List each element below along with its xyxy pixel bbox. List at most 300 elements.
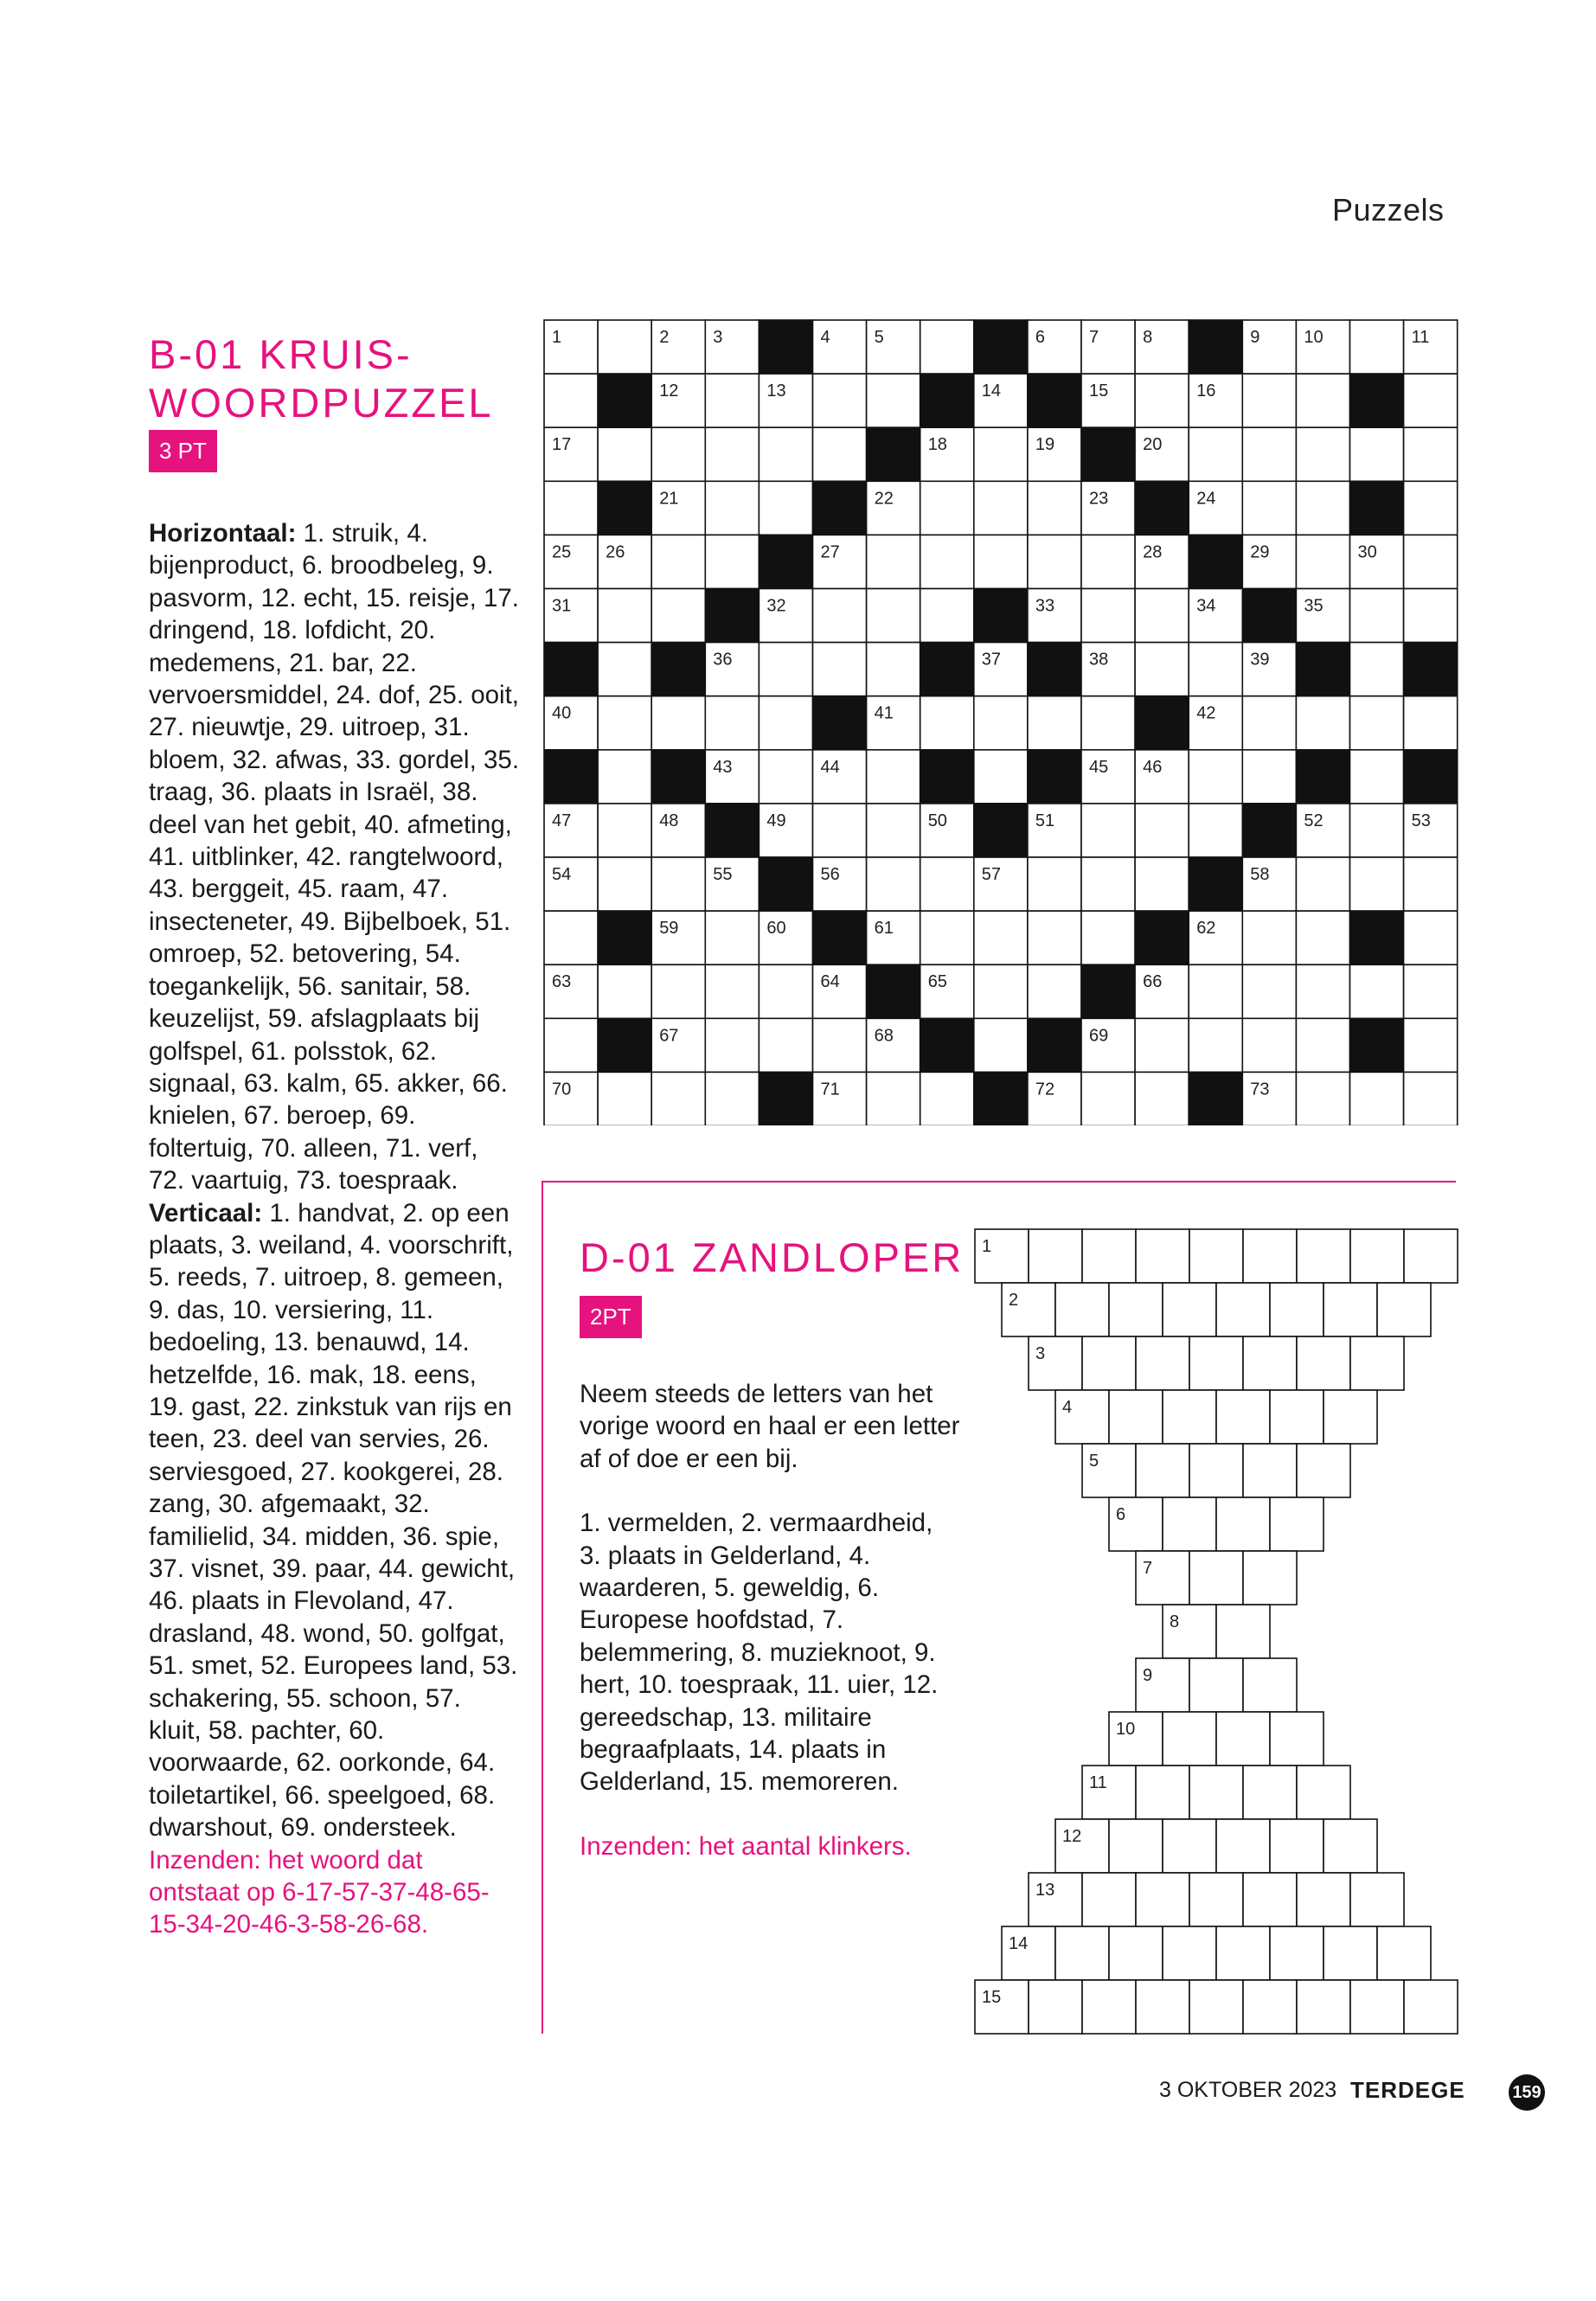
zandloper-cell[interactable] <box>1163 1712 1216 1766</box>
crossword-cell-number: 66 <box>1143 972 1163 992</box>
zandloper-intro: Neem steeds de letters van het vorige woord en haal er een letter af of doe er een bij. <box>580 1380 960 1473</box>
zandloper-cell[interactable] <box>1136 1444 1189 1497</box>
zandloper-cell[interactable] <box>1136 1336 1189 1390</box>
zandloper-title: D-01 ZANDLOPER <box>580 1234 965 1280</box>
crossword-cell-number: 47 <box>552 811 572 830</box>
horizontal-clue-text: 1. struik, 4. bijenproduct, 6. broodbeleg, 9. pasvorm, 12. echt, 15. reisje, 17. dringend, 18. lofdicht, 20. medemens, 21. bar, 22. vervoersmiddel, 24. dof, 25. ooit, 27. nieuwtje, 29. uitroep, 31. bloem, 32. afwas, 33. gordel, 35. traag, 36. plaats in Israël, 38. deel van het gebit, 40. afmeting, 41. uitblinker, 42. rangtelwoord, 43. berggeit, 45. raam, 47. insecteneter, 49. Bijbelboek, 51. omroep, 52. betovering, 54. toegankelijk, 56. sanitair, 58. keuzelijst, 59. afslagplaats bij golfspel, 61. polsstok, 62. signaal, 63. kalm, 65. akker, 66. knielen, 67. beroep, 69. foltertuig, 70. alleen, 71. verf, 72. vaartuig, 73. toespraak. <box>149 519 520 1195</box>
zandloper-cell[interactable] <box>1189 1766 1243 1819</box>
crossword-cell[interactable] <box>974 696 1028 750</box>
zandloper-cell[interactable] <box>1350 1229 1404 1283</box>
crossword-submit-instruction: Inzenden: het woord dat ontstaat op 6-17-57-37-48-65-15-34-20-46-3-58-26-68. <box>149 1845 490 1939</box>
zandloper-cell[interactable] <box>1324 1819 1377 1873</box>
crossword-black-cell <box>1028 643 1081 696</box>
crossword-cell[interactable] <box>1028 696 1081 750</box>
crossword-cell[interactable] <box>1081 1072 1135 1125</box>
vertical-clue-text: 1. handvat, 2. op een plaats, 3. weiland, 4. voorschrift, 5. reeds, 7. uitroep, 8. gemeen, 9. das, 10. versiering, 11. bedoeling, 13. benauwd, 14. hetzelfde, 16. mak, 18. eens, 19. gast, 22. zinkstuk van rijs en teen, 23. deel van servies, 26. serviesgoed, 27. kookgerei, 28. zang, 30. afgemaakt, 32. familielid, 34. midden, 36. spie, 37. visnet, 39. paar, 44. gewicht, 46. plaats in Flevoland, 47. drasland, 48. wond, 50. golfgat, 51. smet, 52. Europees land, 53. schakering, 55. schoon, 57. kluit, 58. pachter, 60. voorwaarde, 62. oorkonde, 64. toiletartikel, 66. speelgoed, 68. dwarshout, 69. ondersteek. <box>149 1198 518 1843</box>
crossword-cell[interactable] <box>1135 1018 1189 1072</box>
crossword-cell[interactable] <box>705 374 759 427</box>
zandloper-cell[interactable] <box>1029 1980 1082 2034</box>
crossword-black-cell <box>920 374 974 427</box>
zandloper-cell[interactable] <box>1163 1283 1216 1336</box>
crossword-cell[interactable] <box>598 804 651 857</box>
crossword-cell-number: 51 <box>1035 811 1055 830</box>
zandloper-cell[interactable] <box>1243 1658 1297 1712</box>
crossword-cell-number: 7 <box>1089 328 1099 347</box>
zandloper-cell[interactable] <box>1189 1873 1243 1926</box>
crossword-cell[interactable] <box>974 965 1028 1018</box>
section-label: Puzzels <box>1332 192 1445 228</box>
crossword-cell[interactable] <box>1404 911 1458 965</box>
crossword-cell[interactable] <box>1242 481 1296 535</box>
crossword-cell-number: 25 <box>552 542 572 562</box>
crossword-cell-number: 31 <box>552 596 572 616</box>
crossword-cell[interactable] <box>867 535 920 588</box>
crossword-cell[interactable] <box>759 696 812 750</box>
crossword-cell[interactable] <box>1028 481 1081 535</box>
zandloper-cell[interactable] <box>1216 1819 1270 1873</box>
crossword-cell[interactable] <box>1296 965 1349 1018</box>
crossword-cell[interactable] <box>651 857 705 911</box>
zandloper-cell[interactable] <box>1189 1229 1243 1283</box>
crossword-cell[interactable] <box>1189 965 1242 1018</box>
zandloper-cell[interactable] <box>1243 1336 1297 1390</box>
crossword-cell[interactable] <box>1242 911 1296 965</box>
crossword-black-cell <box>1350 481 1404 535</box>
crossword-cell[interactable] <box>1404 374 1458 427</box>
crossword-cell-number: 72 <box>1035 1080 1055 1099</box>
zandloper-cell[interactable] <box>1216 1712 1270 1766</box>
crossword-cell[interactable] <box>1404 535 1458 588</box>
crossword-cell[interactable] <box>705 1072 759 1125</box>
zandloper-row-number: 8 <box>1170 1612 1180 1631</box>
crossword-cell[interactable] <box>1296 911 1349 965</box>
zandloper-cell[interactable] <box>1350 1873 1404 1926</box>
crossword-cell[interactable] <box>1350 589 1404 643</box>
zandloper-cell[interactable] <box>1109 1390 1163 1444</box>
crossword-cell[interactable] <box>1028 857 1081 911</box>
zandloper-cell[interactable] <box>1082 1229 1136 1283</box>
zandloper-row-number: 5 <box>1089 1452 1099 1471</box>
crossword-cell-number: 27 <box>820 542 840 562</box>
crossword-points-badge: 3 PT <box>149 430 217 472</box>
zandloper-cell[interactable] <box>1243 1229 1297 1283</box>
zandloper-cell[interactable] <box>1055 1283 1109 1336</box>
crossword-cell[interactable] <box>813 427 867 481</box>
crossword-cell[interactable] <box>920 589 974 643</box>
crossword-cell-number: 67 <box>659 1026 679 1046</box>
zandloper-cell[interactable] <box>1270 1283 1324 1336</box>
crossword-cell[interactable] <box>1242 427 1296 481</box>
crossword-cell[interactable] <box>1242 374 1296 427</box>
crossword-cell-number: 43 <box>713 757 733 777</box>
crossword-cell[interactable] <box>1404 965 1458 1018</box>
zandloper-cell[interactable] <box>1324 1283 1377 1336</box>
crossword-cell[interactable] <box>1189 804 1242 857</box>
crossword-cell[interactable] <box>1350 320 1404 374</box>
crossword-cell[interactable] <box>598 589 651 643</box>
crossword-black-cell <box>974 320 1028 374</box>
zandloper-cell[interactable] <box>1216 1605 1270 1658</box>
crossword-cell[interactable] <box>1135 1072 1189 1125</box>
crossword-cell[interactable] <box>867 643 920 696</box>
crossword-cell[interactable] <box>920 857 974 911</box>
crossword-cell[interactable] <box>759 643 812 696</box>
crossword-cell-number: 73 <box>1250 1080 1270 1099</box>
crossword-cell[interactable] <box>651 589 705 643</box>
zandloper-submit-instruction: Inzenden: het aantal klinkers. <box>580 1831 912 1861</box>
zandloper-cell[interactable] <box>1324 1926 1377 1980</box>
crossword-cell[interactable] <box>974 427 1028 481</box>
crossword-cell[interactable] <box>759 750 812 804</box>
crossword-cell-number: 36 <box>713 650 733 670</box>
crossword-cell-number: 26 <box>606 542 625 562</box>
crossword-black-cell <box>974 804 1028 857</box>
crossword-cell[interactable] <box>598 427 651 481</box>
crossword-cell[interactable] <box>867 750 920 804</box>
crossword-black-cell <box>813 911 867 965</box>
crossword-cell[interactable] <box>1350 1072 1404 1125</box>
zandloper-cell[interactable] <box>1350 1336 1404 1390</box>
crossword-cell[interactable] <box>1135 857 1189 911</box>
crossword-cell[interactable] <box>1350 643 1404 696</box>
zandloper-cell[interactable] <box>1243 1873 1297 1926</box>
crossword-cell[interactable] <box>867 804 920 857</box>
crossword-black-cell <box>1189 320 1242 374</box>
crossword-cell[interactable] <box>651 965 705 1018</box>
zandloper-cell[interactable] <box>1189 1980 1243 2034</box>
crossword-cell[interactable] <box>598 1072 651 1125</box>
crossword-cell[interactable] <box>1242 750 1296 804</box>
crossword-cell[interactable] <box>705 481 759 535</box>
zandloper-cell[interactable] <box>1189 1336 1243 1390</box>
zandloper-cell[interactable] <box>1189 1658 1243 1712</box>
crossword-cell[interactable] <box>1081 857 1135 911</box>
crossword-black-cell <box>1189 857 1242 911</box>
zandloper-cell[interactable] <box>1216 1283 1270 1336</box>
crossword-cell[interactable] <box>1081 804 1135 857</box>
zandloper-cell[interactable] <box>1163 1390 1216 1444</box>
crossword-cell-number: 58 <box>1250 865 1270 884</box>
crossword-cell[interactable] <box>705 911 759 965</box>
crossword-cell[interactable] <box>1296 427 1349 481</box>
crossword-black-cell <box>1028 374 1081 427</box>
crossword-cell[interactable] <box>813 374 867 427</box>
crossword-black-cell <box>974 1072 1028 1125</box>
zandloper-cell[interactable] <box>1163 1926 1216 1980</box>
zandloper-cell[interactable] <box>1297 1229 1350 1283</box>
crossword-cell-number: 29 <box>1250 542 1270 562</box>
zandloper-cell[interactable] <box>1404 1980 1458 2034</box>
crossword-cell[interactable] <box>1135 804 1189 857</box>
zandloper-cell[interactable] <box>1029 1229 1082 1283</box>
zandloper-cell[interactable] <box>1082 1873 1136 1926</box>
crossword-cell-number: 24 <box>1196 489 1216 509</box>
crossword-cell[interactable] <box>813 804 867 857</box>
zandloper-cell[interactable] <box>1216 1390 1270 1444</box>
crossword-cell-number: 11 <box>1411 328 1430 347</box>
page-number-badge: 159 <box>1509 2074 1545 2111</box>
crossword-cell-number: 48 <box>659 811 679 830</box>
crossword-cell[interactable] <box>1242 696 1296 750</box>
crossword-cell-number: 49 <box>766 811 786 830</box>
crossword-cell-number: 70 <box>552 1080 572 1099</box>
crossword-cell[interactable] <box>759 481 812 535</box>
crossword-cell-number: 52 <box>1304 811 1324 830</box>
crossword-cell-number: 68 <box>874 1026 894 1046</box>
crossword-cell[interactable] <box>544 1018 598 1072</box>
crossword-cell[interactable] <box>1296 1018 1349 1072</box>
crossword-cell[interactable] <box>759 965 812 1018</box>
zandloper-cell[interactable] <box>1109 1819 1163 1873</box>
crossword-cell[interactable] <box>705 696 759 750</box>
crossword-cell[interactable] <box>1296 1072 1349 1125</box>
crossword-cell[interactable] <box>1350 857 1404 911</box>
horizontal-label: Horizontaal: <box>149 519 297 548</box>
crossword-cell[interactable] <box>1404 696 1458 750</box>
crossword-cell[interactable] <box>544 481 598 535</box>
crossword-cell[interactable] <box>1189 750 1242 804</box>
crossword-cell[interactable] <box>598 320 651 374</box>
crossword-cell-number: 71 <box>820 1080 840 1099</box>
crossword-cell[interactable] <box>544 911 598 965</box>
crossword-black-cell <box>598 374 651 427</box>
crossword-cell[interactable] <box>1296 696 1349 750</box>
crossword-cell[interactable] <box>813 589 867 643</box>
crossword-cell[interactable] <box>1296 374 1349 427</box>
crossword-cell[interactable] <box>920 481 974 535</box>
crossword-black-cell <box>1350 374 1404 427</box>
crossword-cell[interactable] <box>759 427 812 481</box>
crossword-cell[interactable] <box>1135 589 1189 643</box>
crossword-black-cell <box>1296 643 1349 696</box>
zandloper-cell[interactable] <box>1136 1980 1189 2034</box>
crossword-cell-number: 9 <box>1250 328 1260 347</box>
zandloper-row-number: 9 <box>1143 1666 1153 1685</box>
crossword-cell[interactable] <box>1081 589 1135 643</box>
crossword-cell-number: 37 <box>981 650 1002 670</box>
crossword-cell[interactable] <box>1404 857 1458 911</box>
zandloper-cell[interactable] <box>1109 1926 1163 1980</box>
zandloper-clues: 1. vermelden, 2. vermaardheid, 3. plaats in Gelderland, 4. waarderen, 5. geweldig, 6. Europese hoofdstad, 7. belemmering, 8. muzieknoot, 9. hert, 10. toespraak, 11. uier, 12. gereedschap, 13. militaire begraafplaats, 14. plaats in Gelderland, 15. memoreren. <box>580 1509 939 1797</box>
crossword-cell[interactable] <box>974 911 1028 965</box>
zandloper-cell[interactable] <box>1189 1444 1243 1497</box>
crossword-cell-number: 46 <box>1143 757 1163 777</box>
crossword-cell[interactable] <box>598 696 651 750</box>
zandloper-cell[interactable] <box>1163 1497 1216 1551</box>
crossword-cell[interactable] <box>598 643 651 696</box>
crossword-cell[interactable] <box>1135 374 1189 427</box>
crossword-black-cell <box>544 643 598 696</box>
zandloper-row-number: 11 <box>1089 1773 1107 1792</box>
zandloper-cell[interactable] <box>1297 1873 1350 1926</box>
crossword-cell[interactable] <box>651 1072 705 1125</box>
crossword-cell[interactable] <box>1296 481 1349 535</box>
crossword-cell[interactable] <box>1081 696 1135 750</box>
crossword-cell[interactable] <box>974 750 1028 804</box>
crossword-cell[interactable] <box>1028 911 1081 965</box>
zandloper-cell[interactable] <box>1216 1926 1270 1980</box>
zandloper-row-number: 4 <box>1062 1398 1073 1417</box>
crossword-cell-number: 16 <box>1196 381 1216 401</box>
crossword-cell[interactable] <box>651 696 705 750</box>
zandloper-row-number: 15 <box>982 1988 1002 2007</box>
crossword-cell[interactable] <box>1404 427 1458 481</box>
crossword-black-cell <box>1296 750 1349 804</box>
crossword-black-cell <box>598 481 651 535</box>
crossword-black-cell <box>544 750 598 804</box>
crossword-cell-number: 65 <box>927 972 947 992</box>
zandloper-cell[interactable] <box>1082 1980 1136 2034</box>
zandloper-cell[interactable] <box>1404 1229 1458 1283</box>
zandloper-cell[interactable] <box>1136 1766 1189 1819</box>
zandloper-row-number: 13 <box>1035 1881 1055 1900</box>
zandloper-points-badge: 2PT <box>580 1296 642 1338</box>
zandloper-cell[interactable] <box>1216 1497 1270 1551</box>
crossword-black-cell <box>1350 911 1404 965</box>
zandloper-cell[interactable] <box>1350 1980 1404 2034</box>
crossword-black-cell <box>1081 965 1135 1018</box>
crossword-cell[interactable] <box>974 481 1028 535</box>
crossword-cell[interactable] <box>920 1072 974 1125</box>
crossword-cell-number: 5 <box>874 328 884 347</box>
zandloper-cell[interactable] <box>1136 1229 1189 1283</box>
crossword-cell[interactable] <box>1242 1018 1296 1072</box>
crossword-cell[interactable] <box>759 1018 812 1072</box>
zandloper-cell[interactable] <box>1297 1444 1350 1497</box>
crossword-cell[interactable] <box>1081 535 1135 588</box>
crossword-cell[interactable] <box>1350 965 1404 1018</box>
crossword-cell-number: 22 <box>874 489 894 509</box>
crossword-cell[interactable] <box>651 535 705 588</box>
crossword-cell-number: 53 <box>1411 811 1431 830</box>
crossword-cell[interactable] <box>705 535 759 588</box>
crossword-cell[interactable] <box>1350 696 1404 750</box>
zandloper-cell[interactable] <box>1055 1926 1109 1980</box>
crossword-cell[interactable] <box>598 965 651 1018</box>
zandloper-cell[interactable] <box>1189 1551 1243 1605</box>
zandloper-cell[interactable] <box>1297 1336 1350 1390</box>
crossword-cell[interactable] <box>813 643 867 696</box>
crossword-cell[interactable] <box>598 857 651 911</box>
crossword-cell-number: 69 <box>1089 1026 1109 1046</box>
zandloper-cell[interactable] <box>1082 1336 1136 1390</box>
zandloper-cell[interactable] <box>1109 1283 1163 1336</box>
crossword-cell[interactable] <box>1189 427 1242 481</box>
zandloper-cell[interactable] <box>1270 1712 1324 1766</box>
crossword-cell[interactable] <box>1350 804 1404 857</box>
zandloper-cell[interactable] <box>1270 1926 1324 1980</box>
crossword-cell-number: 55 <box>713 865 733 884</box>
zandloper-cell[interactable] <box>1377 1926 1431 1980</box>
crossword-black-cell <box>598 1018 651 1072</box>
crossword-cell[interactable] <box>974 1018 1028 1072</box>
crossword-cell[interactable] <box>1404 589 1458 643</box>
crossword-cell-number: 14 <box>981 381 1002 401</box>
crossword-cell[interactable] <box>705 427 759 481</box>
zandloper-cell[interactable] <box>1297 1766 1350 1819</box>
crossword-cell-number: 1 <box>552 328 562 347</box>
crossword-cell[interactable] <box>1028 965 1081 1018</box>
crossword-cell[interactable] <box>1350 750 1404 804</box>
crossword-cell[interactable] <box>867 589 920 643</box>
crossword-cell-number: 56 <box>820 865 840 884</box>
crossword-cell[interactable] <box>705 1018 759 1072</box>
crossword-cell[interactable] <box>920 535 974 588</box>
zandloper-cell[interactable] <box>1270 1819 1324 1873</box>
crossword-cell[interactable] <box>813 1018 867 1072</box>
zandloper-cell[interactable] <box>1324 1390 1377 1444</box>
crossword-cell[interactable] <box>920 696 974 750</box>
crossword-black-cell <box>920 643 974 696</box>
crossword-black-cell <box>598 911 651 965</box>
crossword-cell[interactable] <box>867 857 920 911</box>
crossword-title <box>149 330 512 427</box>
crossword-cell-number: 41 <box>874 703 894 723</box>
crossword-black-cell <box>759 1072 812 1125</box>
crossword-cell[interactable] <box>974 535 1028 588</box>
crossword-black-cell <box>759 857 812 911</box>
zandloper-row-number: 2 <box>1009 1291 1019 1310</box>
crossword-cell[interactable] <box>705 965 759 1018</box>
zandloper-row-number: 6 <box>1116 1505 1126 1524</box>
crossword-cell[interactable] <box>867 374 920 427</box>
zandloper-cell[interactable] <box>1243 1980 1297 2034</box>
crossword-cell-number: 38 <box>1089 650 1109 670</box>
zandloper-cell[interactable] <box>1136 1873 1189 1926</box>
crossword-cell[interactable] <box>1296 535 1349 588</box>
zandloper-cell[interactable] <box>1243 1766 1297 1819</box>
crossword-cell[interactable] <box>651 427 705 481</box>
zandloper-cell[interactable] <box>1297 1980 1350 2034</box>
zandloper-cell[interactable] <box>1243 1444 1297 1497</box>
zandloper-cell[interactable] <box>1377 1283 1431 1336</box>
crossword-cell-number: 19 <box>1035 435 1055 455</box>
crossword-cell[interactable] <box>544 374 598 427</box>
crossword-cell[interactable] <box>1404 481 1458 535</box>
crossword-cell-number: 34 <box>1196 596 1216 616</box>
crossword-cell[interactable] <box>920 320 974 374</box>
crossword-cell[interactable] <box>867 1072 920 1125</box>
crossword-cell[interactable] <box>1404 1018 1458 1072</box>
zandloper-row-number: 1 <box>982 1237 992 1256</box>
vertical-clues <box>149 1197 519 1844</box>
crossword-cell[interactable] <box>1242 965 1296 1018</box>
crossword-cell-number: 59 <box>659 919 679 939</box>
crossword-cell[interactable] <box>920 911 974 965</box>
crossword-cell-number: 60 <box>766 919 786 939</box>
crossword-cell[interactable] <box>1189 643 1242 696</box>
crossword-cell[interactable] <box>1081 911 1135 965</box>
crossword-black-cell <box>813 696 867 750</box>
crossword-cell-number: 35 <box>1304 596 1324 616</box>
crossword-cell[interactable] <box>1189 1018 1242 1072</box>
crossword-cell[interactable] <box>1028 535 1081 588</box>
crossword-cell[interactable] <box>1350 427 1404 481</box>
zandloper-cell[interactable] <box>1163 1819 1216 1873</box>
crossword-black-cell <box>813 481 867 535</box>
crossword-cell-number: 30 <box>1357 542 1377 562</box>
zandloper-cell[interactable] <box>1270 1497 1324 1551</box>
crossword-black-cell <box>1189 535 1242 588</box>
crossword-cell[interactable] <box>1135 643 1189 696</box>
zandloper-cell[interactable] <box>1243 1551 1297 1605</box>
crossword-cell[interactable] <box>1404 1072 1458 1125</box>
crossword-cell[interactable] <box>1296 857 1349 911</box>
crossword-cell[interactable] <box>598 750 651 804</box>
zandloper-cell[interactable] <box>1270 1390 1324 1444</box>
zandloper-row-number: 10 <box>1116 1720 1136 1739</box>
crossword-clues <box>149 517 519 1941</box>
